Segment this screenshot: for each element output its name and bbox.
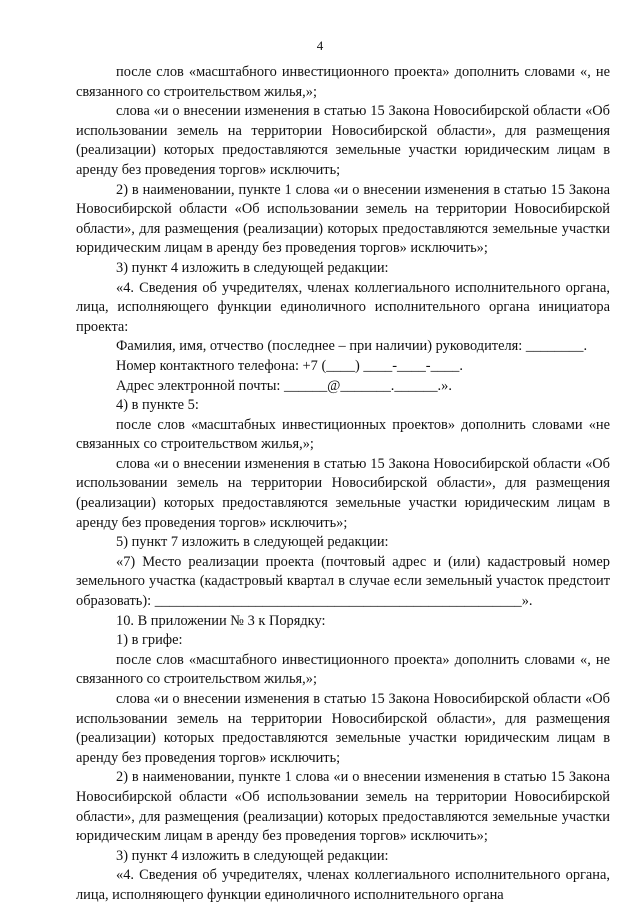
paragraph: 2) в наименовании, пункте 1 слова «и о внесении изменения в статью 15 Закона Новосибирской области «Об использовании земель на территории Новосибирской области», для размещения (реализации) которых предоставляются земельные участки юридическим лицам в аренду без проведения торгов» исключить»; [76, 181, 610, 257]
paragraph: слова «и о внесении изменения в статью 15 Закона Новосибирской области «Об использовании земель на территории Новосибирской области», для размещения (реализации) которых предоставляются земельные участки юридическим лицам в аренду без проведения торгов» исключить; [76, 103, 610, 178]
paragraph: 10. В приложении № 3 к Порядку: [116, 612, 326, 629]
paragraph: после слов «масштабных инвестиционных проектов» дополнить словами «не связанных со строительством жилья,»; [76, 416, 610, 453]
paragraph: «7) Место реализации проекта (почтовый адрес и (или) кадастровый номер земельного участка (кадастровый квартал в случае если земельный участок предстоит образовать): ___________________________________________________». [76, 553, 610, 610]
paragraph: «4. Сведения об учредителях, членах коллегиального исполнительного органа, лица, исполняющего функции единоличного исполнительного органа инициатора проекта: [76, 279, 610, 335]
paragraph: 4) в пункте 5: [116, 397, 199, 414]
paragraph: после слов «масштабного инвестиционного проекта» дополнить словами «, не связанного со строительством жилья,»; [76, 651, 610, 688]
paragraph: слова «и о внесении изменения в статью 15 Закона Новосибирской области «Об использовании земель на территории Новосибирской области», для размещения (реализации) которых предоставляются земельные участки юридическим лицам в аренду без проведения торгов» исключить; [76, 691, 610, 766]
paragraph: 3) пункт 4 изложить в следующей редакции: [116, 259, 389, 276]
paragraph: Фамилия, имя, отчество (последнее – при наличии) руководителя: ________. [116, 338, 588, 355]
paragraph: после слов «масштабного инвестиционного проекта» дополнить словами «, не связанного со строительством жилья,»; [76, 64, 610, 100]
paragraph: «4. Сведения об учредителях, членах коллегиального исполнительного органа, лица, исполняющего функции единоличного исполнительного органа [76, 867, 610, 903]
paragraph: 5) пункт 7 изложить в следующей редакции: [116, 534, 389, 551]
paragraph: Номер контактного телефона: +7 (____) ____-____-____. [116, 357, 463, 374]
document-body [76, 63, 610, 906]
paragraph: 2) в наименовании, пункте 1 слова «и о внесении изменения в статью 15 Закона Новосибирской области «Об использовании земель на территории Новосибирской области», для размещения (реализации) которых предоставляются земельные участки юридическим лицам в аренду без проведения торгов» исключить»; [76, 769, 610, 845]
paragraph: слова «и о внесении изменения в статью 15 Закона Новосибирской области «Об использовании земель на территории Новосибирской области», для размещения (реализации) которых предоставляются земельные участки юридическим лицам в аренду без проведения торгов» исключить»; [76, 455, 610, 531]
paragraph: Адрес электронной почты: ______@_______.______.». [116, 377, 452, 394]
page-number: 4 [316, 38, 324, 53]
paragraph: 1) в грифе: [116, 632, 183, 649]
paragraph: 3) пункт 4 изложить в следующей редакции: [116, 847, 389, 864]
